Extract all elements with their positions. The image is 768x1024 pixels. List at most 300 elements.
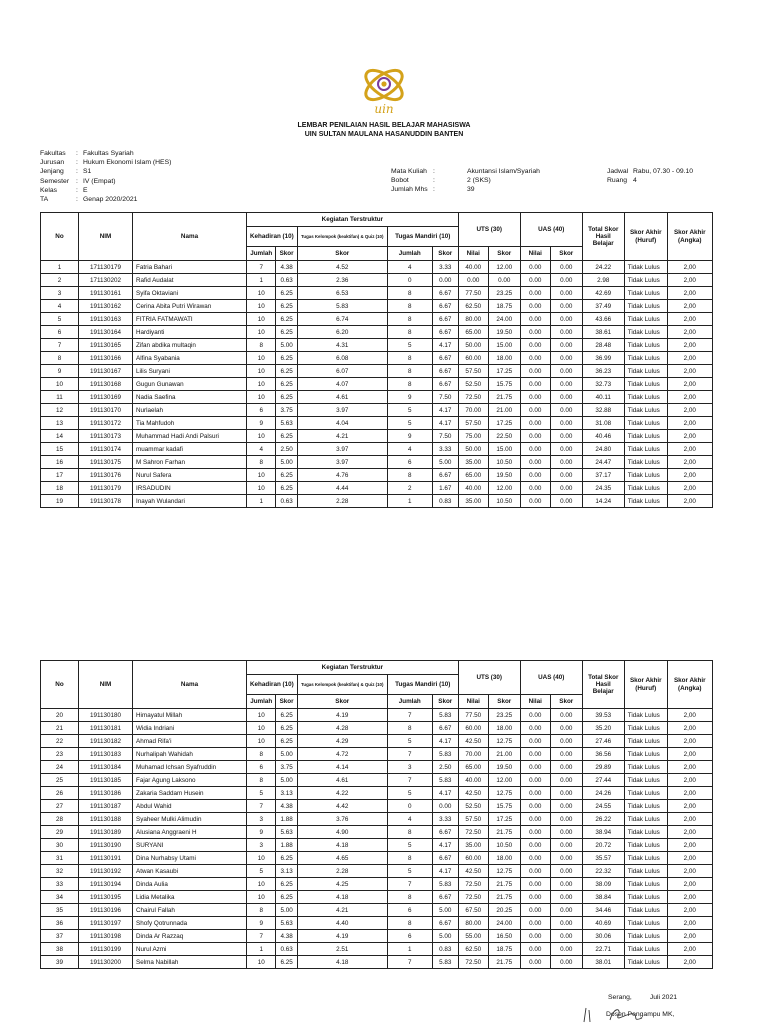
table-cell: 3.75 <box>276 761 297 774</box>
table-cell: 0.00 <box>520 469 550 482</box>
table-cell: 60.00 <box>458 722 488 735</box>
subheader-skor: Skor <box>550 695 582 709</box>
table-cell: 0.00 <box>520 391 550 404</box>
table-cell: 0.00 <box>550 813 582 826</box>
table-cell: 0.00 <box>550 878 582 891</box>
table-cell: 6.53 <box>297 287 387 300</box>
subheader-skor: Skor <box>488 695 520 709</box>
table-cell: 5 <box>387 865 432 878</box>
table-cell: 42.69 <box>582 287 624 300</box>
table-cell: 3.13 <box>276 787 297 800</box>
table-cell: 191130190 <box>79 839 133 852</box>
table-cell: 10 <box>41 378 79 391</box>
info-row-jenjang: Jenjang : S1 <box>40 168 92 176</box>
table-cell: 32 <box>41 865 79 878</box>
table-cell: 12.75 <box>488 787 520 800</box>
table-cell: Tidak Lulus <box>624 878 667 891</box>
table-cell: 22.32 <box>582 865 624 878</box>
header-nama: Nama <box>133 661 247 709</box>
table-cell: 21.75 <box>488 391 520 404</box>
table-cell: 1 <box>247 274 276 287</box>
signature-date: Serang, Juli 2021 <box>608 994 678 1001</box>
table-cell: Hardiyanti <box>133 326 247 339</box>
table-cell: 40.46 <box>582 430 624 443</box>
table-cell: 24.26 <box>582 787 624 800</box>
table-cell: 10 <box>247 365 276 378</box>
table-cell: 35.00 <box>458 839 488 852</box>
table-cell: 8 <box>387 852 432 865</box>
table-cell: 13 <box>41 417 79 430</box>
table-cell: Tidak Lulus <box>624 313 667 326</box>
table-cell: 0.00 <box>520 774 550 787</box>
table-cell: 19.50 <box>488 326 520 339</box>
table-cell: 0.00 <box>520 365 550 378</box>
table-cell: 0.00 <box>432 274 458 287</box>
table-cell: 8 <box>247 339 276 352</box>
subheader-jumlah: Jumlah <box>387 695 432 709</box>
table-cell: 38.01 <box>582 956 624 969</box>
table-cell: 39.53 <box>582 709 624 722</box>
table-cell: 4.04 <box>297 417 387 430</box>
table-cell: 4 <box>41 300 79 313</box>
table-cell: 0.00 <box>520 261 550 274</box>
table-cell: Nurlaelah <box>133 404 247 417</box>
table-cell: 10 <box>247 891 276 904</box>
table-cell: 24 <box>41 761 79 774</box>
table-cell: 191130185 <box>79 774 133 787</box>
subheader-skor: Skor <box>276 247 297 261</box>
table-cell: 1 <box>247 495 276 508</box>
table-cell: 191130200 <box>79 956 133 969</box>
table-row <box>41 826 713 839</box>
table-cell: Selma Nabillah <box>133 956 247 969</box>
table-cell: 0.00 <box>520 930 550 943</box>
table-cell: Tidak Lulus <box>624 800 667 813</box>
table-cell: 0 <box>387 274 432 287</box>
table-cell: 1.88 <box>276 839 297 852</box>
table-cell: 10 <box>247 313 276 326</box>
table-cell: 10 <box>247 430 276 443</box>
table-cell: Himayatul Millah <box>133 709 247 722</box>
subheader-nilai: Nilai <box>458 247 488 261</box>
table-cell: 36.23 <box>582 365 624 378</box>
table-cell: 4.44 <box>297 482 387 495</box>
table-cell: Dina Nurhabsy Utami <box>133 852 247 865</box>
table-cell: 43.66 <box>582 313 624 326</box>
table-cell: 8 <box>387 891 432 904</box>
table-cell: 12 <box>41 404 79 417</box>
table-cell: 21.75 <box>488 891 520 904</box>
table-row <box>41 956 713 969</box>
table-cell: 5.00 <box>432 456 458 469</box>
table-cell: 77.50 <box>458 287 488 300</box>
table-cell: 8 <box>387 722 432 735</box>
table-cell: 4.72 <box>297 748 387 761</box>
table-cell: 2,00 <box>667 891 712 904</box>
table-cell: 18.75 <box>488 300 520 313</box>
table-cell: Tidak Lulus <box>624 722 667 735</box>
table-cell: 23.25 <box>488 709 520 722</box>
subheader-skor: Skor <box>432 695 458 709</box>
table-cell: 0.00 <box>520 813 550 826</box>
table-cell: 6.67 <box>432 378 458 391</box>
table-cell: 191130199 <box>79 943 133 956</box>
table-cell: 6.25 <box>276 956 297 969</box>
table-cell: 0.00 <box>550 787 582 800</box>
table-cell: 6.25 <box>276 313 297 326</box>
uin-logo <box>358 64 410 116</box>
table-cell: 7 <box>387 956 432 969</box>
table-cell: 2,00 <box>667 787 712 800</box>
table-cell: 191130191 <box>79 852 133 865</box>
table-cell: 6.25 <box>276 852 297 865</box>
table-cell: 21.00 <box>488 404 520 417</box>
table-cell: 2,00 <box>667 443 712 456</box>
table-cell: IRSADUDIN <box>133 482 247 495</box>
table-cell: 0.00 <box>550 774 582 787</box>
table-cell: 8 <box>41 352 79 365</box>
table-cell: 21 <box>41 722 79 735</box>
table-cell: 57.50 <box>458 417 488 430</box>
header-kegiatan: Kegiatan Terstruktur <box>247 661 459 675</box>
grade-table-page-1 <box>40 212 713 508</box>
table-cell: 0.00 <box>550 274 582 287</box>
table-cell: Cerina Abita Putri Wirawan <box>133 300 247 313</box>
table-cell: 4.21 <box>297 904 387 917</box>
table-cell: 0.00 <box>520 735 550 748</box>
table-cell: 2,00 <box>667 404 712 417</box>
table-row <box>41 865 713 878</box>
table-cell: 6.67 <box>432 352 458 365</box>
table-cell: 15 <box>41 443 79 456</box>
grade-table-page-2 <box>40 660 713 969</box>
table-cell: 10.50 <box>488 456 520 469</box>
table-cell: 19 <box>41 495 79 508</box>
table-cell: 2,00 <box>667 839 712 852</box>
table-cell: 10 <box>247 352 276 365</box>
table-cell: 6.25 <box>276 482 297 495</box>
table-cell: 36.56 <box>582 748 624 761</box>
table-cell: 2,00 <box>667 326 712 339</box>
table-cell: 4.52 <box>297 261 387 274</box>
table-cell: 2,00 <box>667 469 712 482</box>
table-cell: 42.50 <box>458 787 488 800</box>
table-cell: 38 <box>41 943 79 956</box>
table-cell: 5.83 <box>432 878 458 891</box>
table-cell: 0.00 <box>520 891 550 904</box>
table-cell: 191130163 <box>79 313 133 326</box>
table-cell: 30 <box>41 839 79 852</box>
table-cell: 2.28 <box>297 865 387 878</box>
table-cell: Tidak Lulus <box>624 469 667 482</box>
table-cell: 8 <box>247 748 276 761</box>
table-cell: 72.50 <box>458 391 488 404</box>
table-cell: 6.25 <box>276 430 297 443</box>
table-cell: 191130181 <box>79 722 133 735</box>
table-cell: 4.21 <box>297 430 387 443</box>
table-cell: 21.00 <box>488 748 520 761</box>
header-uas: UAS (40) <box>520 213 582 247</box>
table-cell: 7 <box>247 800 276 813</box>
table-cell: 0.00 <box>550 826 582 839</box>
student-rows-page-1 <box>41 261 713 508</box>
table-cell: Syifa Oktaviani <box>133 287 247 300</box>
table-cell: 40.00 <box>458 261 488 274</box>
table-cell: Atwan Kasaubi <box>133 865 247 878</box>
table-cell: 42.50 <box>458 735 488 748</box>
subheader-nilai: Nilai <box>458 695 488 709</box>
table-row <box>41 787 713 800</box>
table-cell: Tidak Lulus <box>624 787 667 800</box>
table-row <box>41 365 713 378</box>
table-cell: 0.00 <box>520 378 550 391</box>
table-cell: Lidia Metalika <box>133 891 247 904</box>
table-cell: 2,00 <box>667 826 712 839</box>
table-cell: Tidak Lulus <box>624 761 667 774</box>
table-cell: 0.00 <box>520 722 550 735</box>
subheader-jumlah: Jumlah <box>247 247 276 261</box>
table-row <box>41 930 713 943</box>
table-cell: 0.00 <box>520 326 550 339</box>
table-cell: 72.50 <box>458 891 488 904</box>
table-cell: 4.61 <box>297 391 387 404</box>
table-cell: 39 <box>41 956 79 969</box>
table-cell: 4.18 <box>297 956 387 969</box>
table-cell: 10 <box>247 287 276 300</box>
table-cell: 2,00 <box>667 274 712 287</box>
table-cell: 4.40 <box>297 917 387 930</box>
table-cell: 6 <box>41 326 79 339</box>
table-row <box>41 313 713 326</box>
table-cell: 4.29 <box>297 735 387 748</box>
institution-name: UIN SULTAN MAULANA HASANUDDIN BANTEN <box>304 131 464 138</box>
table-cell: 2 <box>387 482 432 495</box>
table-cell: 3.33 <box>432 261 458 274</box>
table-row <box>41 378 713 391</box>
table-row <box>41 839 713 852</box>
table-cell: Tidak Lulus <box>624 839 667 852</box>
table-cell: 7 <box>387 709 432 722</box>
table-cell: 52.50 <box>458 800 488 813</box>
table-cell: 11 <box>41 391 79 404</box>
table-cell: Tidak Lulus <box>624 339 667 352</box>
table-cell: 10.50 <box>488 495 520 508</box>
table-cell: 40.69 <box>582 917 624 930</box>
table-cell: 10 <box>247 709 276 722</box>
table-row <box>41 300 713 313</box>
table-row <box>41 891 713 904</box>
table-cell: 0.00 <box>520 339 550 352</box>
table-cell: 20.72 <box>582 839 624 852</box>
table-cell: 4.25 <box>297 878 387 891</box>
table-cell: 5.83 <box>297 300 387 313</box>
table-cell: 0.00 <box>550 417 582 430</box>
table-cell: Tidak Lulus <box>624 417 667 430</box>
table-cell: 0.00 <box>520 417 550 430</box>
table-cell: 4.17 <box>432 839 458 852</box>
table-row <box>41 417 713 430</box>
header-angka: Skor Akhir (Angka) <box>667 661 712 709</box>
table-cell: 4 <box>387 261 432 274</box>
table-cell: 37.49 <box>582 300 624 313</box>
table-cell: 4.76 <box>297 469 387 482</box>
table-cell: 7 <box>247 930 276 943</box>
table-cell: 2,00 <box>667 482 712 495</box>
table-cell: 191130167 <box>79 365 133 378</box>
table-cell: 191130198 <box>79 930 133 943</box>
table-cell: 37 <box>41 930 79 943</box>
table-cell: 5.00 <box>276 774 297 787</box>
header-angka: Skor Akhir (Angka) <box>667 213 712 261</box>
table-cell: Tidak Lulus <box>624 456 667 469</box>
table-cell: Tidak Lulus <box>624 774 667 787</box>
table-cell: 2,00 <box>667 300 712 313</box>
table-cell: Tidak Lulus <box>624 917 667 930</box>
table-cell: 0.00 <box>550 891 582 904</box>
signer-title: Dosen Pengampu MK, <box>606 1011 675 1018</box>
table-cell: Nadia Saefina <box>133 391 247 404</box>
table-cell: 191130186 <box>79 787 133 800</box>
table-cell: 1 <box>247 943 276 956</box>
table-cell: 0.00 <box>520 274 550 287</box>
table-cell: 4.42 <box>297 800 387 813</box>
table-cell: 65.00 <box>458 761 488 774</box>
table-cell: Tidak Lulus <box>624 891 667 904</box>
table-cell: 6.25 <box>276 365 297 378</box>
table-cell: 5.83 <box>432 748 458 761</box>
table-cell: Chairul Fallah <box>133 904 247 917</box>
table-cell: 0.00 <box>550 430 582 443</box>
header-tugas-kelompok: Tugas Kelompok (keaktifan) & Quiz (10) <box>297 227 387 247</box>
table-cell: 50.00 <box>458 443 488 456</box>
table-cell: Muhamad Ichsan Syafruddin <box>133 761 247 774</box>
table-cell: 5 <box>387 735 432 748</box>
table-cell: Tidak Lulus <box>624 735 667 748</box>
table-cell: 32.88 <box>582 404 624 417</box>
table-cell: 6.67 <box>432 326 458 339</box>
table-cell: 0.00 <box>550 352 582 365</box>
table-cell: 3.33 <box>432 813 458 826</box>
table-cell: 0.00 <box>550 443 582 456</box>
table-cell: Tidak Lulus <box>624 943 667 956</box>
table-cell: 6.25 <box>276 352 297 365</box>
table-cell: 4 <box>247 443 276 456</box>
table-cell: 0.00 <box>550 748 582 761</box>
info-row-fakultas: Fakultas : Fakultas Syariah <box>40 150 134 157</box>
table-row <box>41 722 713 735</box>
table-cell: 0.00 <box>520 300 550 313</box>
table-cell: 23.25 <box>488 287 520 300</box>
table-cell: 0.63 <box>276 274 297 287</box>
table-cell: 23 <box>41 748 79 761</box>
table-cell: Ahmad Rifa'i <box>133 735 247 748</box>
table-cell: Zakaria Saddam Husein <box>133 787 247 800</box>
table-cell: 15.75 <box>488 800 520 813</box>
table-cell: 2,00 <box>667 417 712 430</box>
document-title: LEMBAR PENILAIAN HASIL BELAJAR MAHASISWA <box>297 122 471 129</box>
table-cell: 0.00 <box>550 800 582 813</box>
table-cell: 14 <box>41 430 79 443</box>
subheader-jumlah: Jumlah <box>247 695 276 709</box>
table-row <box>41 761 713 774</box>
table-cell: 29 <box>41 826 79 839</box>
subheader-nilai: Nilai <box>520 695 550 709</box>
table-cell: 8 <box>247 774 276 787</box>
table-cell: 4.38 <box>276 261 297 274</box>
table-cell: 5.00 <box>432 930 458 943</box>
table-cell: 3.97 <box>297 404 387 417</box>
table-cell: 191130188 <box>79 813 133 826</box>
table-cell: 57.50 <box>458 365 488 378</box>
table-cell: 0.00 <box>520 943 550 956</box>
table-cell: 0.00 <box>550 404 582 417</box>
table-cell: 0.00 <box>550 313 582 326</box>
table-cell: 10 <box>247 956 276 969</box>
svg-text:uin: uin <box>374 102 394 116</box>
table-cell: 9 <box>387 391 432 404</box>
table-row <box>41 813 713 826</box>
header-tugas-kelompok: Tugas Kelompok (keaktifan) & Quiz (10) <box>297 675 387 695</box>
table-cell: 0.00 <box>550 287 582 300</box>
table-cell: 3 <box>41 287 79 300</box>
table-cell: 5.00 <box>276 904 297 917</box>
table-cell: 0.00 <box>520 878 550 891</box>
table-cell: 9 <box>41 365 79 378</box>
table-cell: 191130196 <box>79 904 133 917</box>
table-cell: 40.00 <box>458 774 488 787</box>
table-cell: 50.00 <box>458 339 488 352</box>
table-cell: Tidak Lulus <box>624 287 667 300</box>
table-cell: 18.00 <box>488 852 520 865</box>
table-cell: Tidak Lulus <box>624 495 667 508</box>
table-cell: 0.00 <box>520 917 550 930</box>
table-cell: 3.13 <box>276 865 297 878</box>
table-cell: 8 <box>387 313 432 326</box>
table-cell: 4.17 <box>432 339 458 352</box>
table-cell: 4.18 <box>297 839 387 852</box>
table-cell: 31 <box>41 852 79 865</box>
table-cell: 0.00 <box>550 495 582 508</box>
table-cell: 0.00 <box>550 735 582 748</box>
table-cell: 191130173 <box>79 430 133 443</box>
table-cell: 0.00 <box>520 495 550 508</box>
table-cell: Nurul Safera <box>133 469 247 482</box>
table-row <box>41 391 713 404</box>
table-cell: 2,00 <box>667 878 712 891</box>
table-cell: 5 <box>387 417 432 430</box>
table-cell: 10 <box>247 326 276 339</box>
table-cell: 67.50 <box>458 904 488 917</box>
table-cell: 65.00 <box>458 469 488 482</box>
table-cell: 0.00 <box>520 404 550 417</box>
table-cell: 4.17 <box>432 865 458 878</box>
table-cell: 0.00 <box>432 800 458 813</box>
header-nama: Nama <box>133 213 247 261</box>
header-no: No <box>41 213 79 261</box>
table-cell: 2.50 <box>432 761 458 774</box>
table-cell: 24.80 <box>582 443 624 456</box>
table-cell: 10 <box>247 469 276 482</box>
table-cell: 60.00 <box>458 352 488 365</box>
table-cell: Tidak Lulus <box>624 709 667 722</box>
table-cell: 8 <box>387 300 432 313</box>
table-cell: 5.63 <box>276 826 297 839</box>
table-cell: 12.00 <box>488 261 520 274</box>
header-uas: UAS (40) <box>520 661 582 695</box>
table-cell: 6 <box>387 904 432 917</box>
table-cell: 0.00 <box>550 339 582 352</box>
table-cell: 6 <box>247 404 276 417</box>
